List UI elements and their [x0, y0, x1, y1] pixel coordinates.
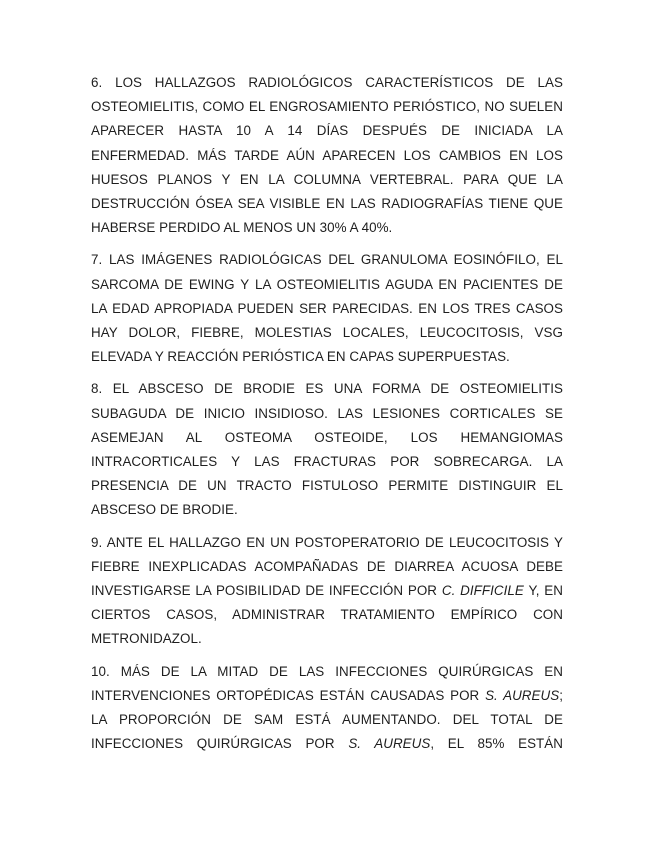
paragraph-text: 6. LOS HALLAZGOS RADIOLÓGICOS CARACTERÍSTICOS DE LAS OSTEOMIELITIS, COMO EL ENGROSAMIENTO PERIÓSTICO, NO SUELEN APARECER HASTA 10 A 14 DÍAS DESPUÉS DE INICIADA LA ENFERMEDAD. MÁS TARDE AÚN APARECEN LOS CAMBIOS EN LOS HUESOS PLANOS Y EN LA COLUMNA VERTEBRAL. PARA QUE LA DESTRUCCIÓN ÓSEA SEA VISIBLE EN LAS RADIOGRAFÍAS TIENE QUE HABERSE PERDIDO AL MENOS UN 30% A 40%.	[91, 75, 563, 236]
organism-name: C. DIFFICILE	[441, 583, 524, 599]
organism-name: S. AUREUS	[348, 736, 431, 752]
document-page	[91, 71, 563, 764]
paragraph-text: 9. ANTE EL HALLAZGO EN UN POSTOPERATORIO DE LEUCOCITOSIS Y FIEBRE INEXPLICADAS ACOMPAÑADAS DE DIARREA ACUOSA DEBE INVESTIGARSE LA POSIBILIDAD DE INFECCIÓN POR	[91, 534, 563, 599]
paragraph-text: 8. EL ABSCESO DE BRODIE ES UNA FORMA DE OSTEOMIELITIS SUBAGUDA DE INICIO INSIDIOSO. LAS LESIONES CORTICALES SE ASEMEJAN AL OSTEOMA OSTEOIDE, LOS HEMANGIOMAS INTRACORTICALES Y LAS FRACTURAS POR SOBRECARGA. LA PRESENCIA DE UN TRACTO FISTULOSO PERMITE DISTINGUIR EL ABSCESO DE BRODIE.	[91, 381, 563, 518]
paragraph-text: ; LA PROPORCIÓN DE SAM ESTÁ AUMENTANDO. DEL TOTAL DE INFECCIONES QUIRÚRGICAS POR	[91, 687, 563, 752]
paragraph-text: 7. LAS IMÁGENES RADIOLÓGICAS DEL GRANULOMA EOSINÓFILO, EL SARCOMA DE EWING Y LA OSTEOMIELITIS AGUDA EN PACIENTES DE LA EDAD APROPIADA PUEDEN SER PARECIDAS. EN LOS TRES CASOS HAY DOLOR, FIEBRE, MOLESTIAS LOCALES, LEUCOCITOSIS, VSG ELEVADA Y REACCIÓN PERIÓSTICA EN CAPAS SUPERPUESTAS.	[91, 252, 563, 365]
paragraph-text: , EL 85% ESTÁN	[430, 736, 563, 752]
paragraph-8	[91, 377, 563, 522]
paragraph-10	[91, 660, 563, 757]
paragraph-text: 10. MÁS DE LA MITAD DE LAS INFECCIONES QUIRÚRGICAS EN INTERVENCIONES ORTOPÉDICAS ESTÁN CAUSADAS POR	[91, 663, 563, 703]
paragraph-7	[91, 248, 563, 369]
paragraph-6	[91, 71, 563, 240]
paragraph-9	[91, 531, 563, 652]
paragraph-text: Y, EN CIERTOS CASOS, ADMINISTRAR TRATAMIENTO EMPÍRICO CON METRONIDAZOL.	[91, 583, 564, 647]
organism-name: S. AUREUS	[485, 687, 560, 703]
